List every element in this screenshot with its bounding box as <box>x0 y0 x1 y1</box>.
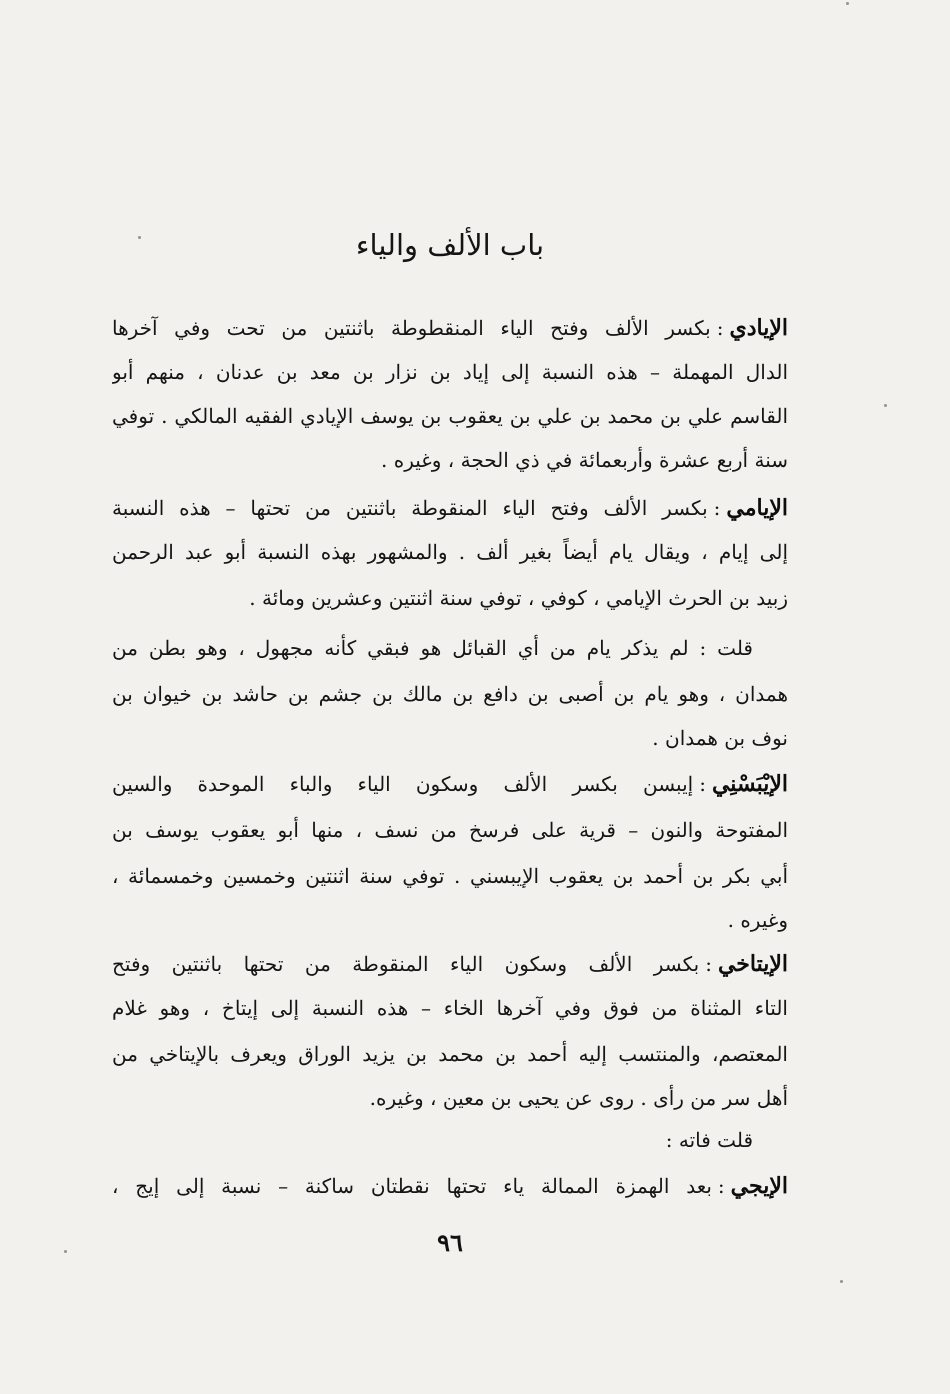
line-text: القاسم علي بن محمد بن علي بن يعقوب بن يوسف الإيادي الفقيه المالكي . توفي <box>112 404 788 428</box>
line-text: زبيد بن الحرث الإيامي ، كوفي ، توفي سنة اثنتين وعشرين ومائة . <box>249 586 788 610</box>
scan-speck <box>884 404 887 407</box>
scan-speck <box>64 1250 67 1253</box>
text-line <box>112 528 788 576</box>
line-text: المعتصم، والمنتسب إليه أحمد بن محمد بن يزيد الوراق ويعرف بالإيتاخي من <box>112 1042 788 1066</box>
entry-headword: الإيْبَسْنِي <box>711 771 788 797</box>
text-line <box>112 984 788 1032</box>
text-line <box>112 852 788 900</box>
scan-speck <box>840 1280 843 1283</box>
line-text: قلت : لم يذكر يام من أي القبائل هو فبقي كأنه مجهول ، وهو بطن من <box>112 636 753 660</box>
line-text: التاء المثناة من فوق وفي آخرها الخاء – هذه النسبة إلى إيتاخ ، وهو غلام <box>112 996 788 1020</box>
line-text: بعد الهمزة الممالة ياء تحتها نقطتان ساكنة – نسبة إلى إيج ، <box>112 1174 712 1198</box>
text-line <box>112 624 753 672</box>
scan-speck <box>138 236 141 239</box>
text-line <box>112 574 788 622</box>
text-line <box>112 940 788 988</box>
text-line <box>112 896 788 944</box>
text-line <box>112 670 788 718</box>
text-line <box>112 806 788 854</box>
text-line <box>112 392 788 440</box>
text-line <box>112 714 788 762</box>
line-text: إلى إيام ، ويقال يام أيضاً بغير ألف . والمشهور بهذه النسبة أبو عبد الرحمن <box>112 540 788 564</box>
line-text: وغيره . <box>727 908 788 932</box>
line-text: أبي بكر بن أحمد بن يعقوب الإيبسني . توفي سنة اثنتين وخمسين وخمسمائة ، <box>112 864 788 888</box>
text-line <box>112 1162 788 1210</box>
scan-speck <box>846 2 849 5</box>
line-text: همدان ، وهو يام بن أصبى بن دافع بن مالك بن جشم بن حاشد بن خيوان بن <box>112 682 788 706</box>
line-text: نوف بن همدان . <box>652 726 788 750</box>
line-text: المفتوحة والنون – قرية على فرسخ من نسف ، منها أبو يعقوب يوسف بن <box>112 818 788 842</box>
text-line <box>112 348 788 396</box>
page-number: ٩٦ <box>437 1228 463 1257</box>
line-text: بكسر الألف وسكون الياء المنقوطة من تحتها باثنتين وفتح <box>112 952 700 976</box>
entry-separator: : <box>699 772 706 796</box>
line-text: بكسر الألف وفتح الياء المنقوطة باثنتين من تحتها – هذه النسبة <box>112 496 708 520</box>
line-text: قلت فاته : <box>665 1128 753 1152</box>
entry-separator: : <box>705 952 712 976</box>
text-line <box>112 1116 753 1164</box>
line-text: سنة أربع عشرة وأربعمائة في ذي الحجة ، وغيره . <box>381 448 788 472</box>
entry-separator: : <box>713 496 721 520</box>
entry-headword: الإيجي <box>730 1173 788 1199</box>
line-text: الدال المهملة – هذه النسبة إلى إياد بن نزار بن معد بن عدنان ، منهم أبو <box>112 360 788 384</box>
entry-separator: : <box>716 316 724 340</box>
text-line <box>112 304 788 352</box>
line-text: إيبسن بكسر الألف وسكون الياء والباء الموحدة والسين <box>112 772 694 796</box>
text-line <box>112 760 788 808</box>
text-line <box>112 1030 788 1078</box>
text-line <box>112 484 788 532</box>
text-line <box>112 1074 788 1122</box>
entry-separator: : <box>717 1174 725 1198</box>
entry-headword: الإيتاخي <box>717 951 788 977</box>
text-line <box>112 436 788 484</box>
line-text: أهل سر من رأى . روى عن يحيى بن معين ، وغيره. <box>369 1086 788 1110</box>
entry-headword: الإيامي <box>726 495 788 521</box>
chapter-heading: باب الألف والياء <box>355 228 545 262</box>
entry-headword: الإيادي <box>729 315 788 341</box>
line-text: بكسر الألف وفتح الياء المنقطوطة باثنتين من تحت وفي آخرها <box>112 316 711 340</box>
